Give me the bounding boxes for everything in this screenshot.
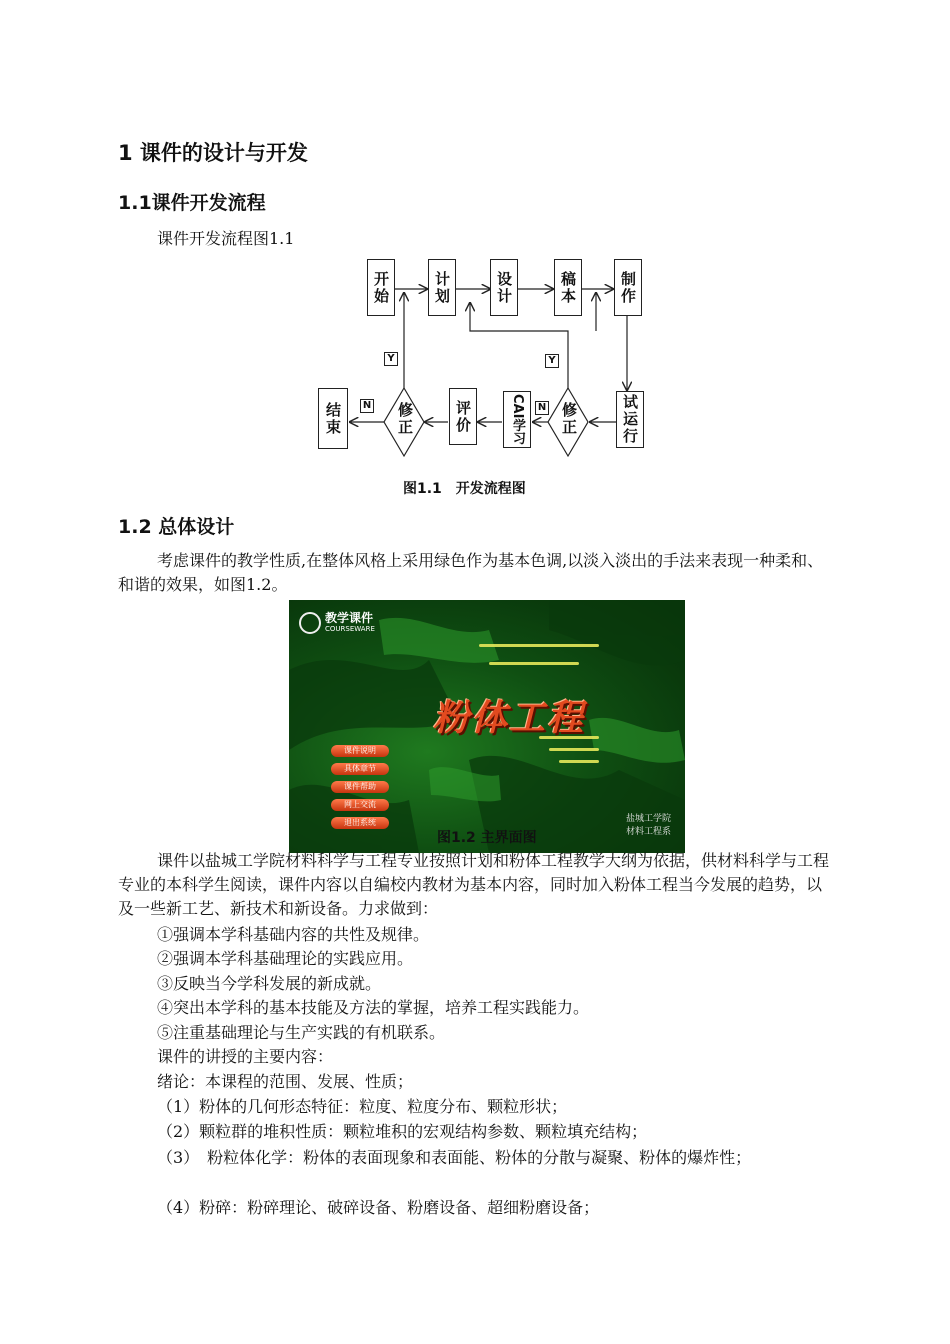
flowchart xyxy=(0,0,950,480)
label-n-left: N xyxy=(360,399,374,413)
menu-button-help[interactable]: 课件帮助 xyxy=(331,781,389,793)
content-paragraph: 课件以盐城工学院材料科学与工程专业按照计划和粉体工程教学大纲为依据，供材料科学与工程专业的本科学生阅读，课件内容以自编校内教材为基本内容，同时加入粉体工程当今发展的趋势，以及一些新工艺、新技术和新设备。力求做到： xyxy=(118,851,830,918)
light-streak xyxy=(559,760,599,763)
decision-revise-2: 修正 xyxy=(396,402,414,436)
flow-intro: 课件开发流程图1.1 xyxy=(157,229,295,248)
content-item: （2）颗粒群的堆积性质：颗粒堆积的宏观结构参数、颗粒填充结构； xyxy=(157,1122,648,1141)
light-streak xyxy=(479,644,599,647)
figure-1-2-caption: 图1.2 主界面图 xyxy=(437,830,537,846)
goal-item: ③反映当今学科发展的新成就。 xyxy=(157,974,382,993)
light-streak xyxy=(549,748,599,751)
node-end: 结束 xyxy=(318,388,348,449)
menu-button-chapters[interactable]: 具体章节 xyxy=(331,763,389,775)
content-item: （1）粉体的几何形态特征：粒度、粒度分布、颗粒形状； xyxy=(157,1097,568,1116)
design-paragraph: 考虑课件的教学性质,在整体风格上采用绿色作为基本色调,以淡入淡出的手法来表现一种柔和、和谐的效果，如图1.2。 xyxy=(118,551,824,594)
footer-department: 材料工程系 xyxy=(626,827,672,837)
main-content-intro: 课件的讲授的主要内容： xyxy=(157,1047,334,1066)
node-make: 制作 xyxy=(614,259,642,316)
courseware-main-screenshot xyxy=(289,600,685,853)
logo-text-en: COURSEWARE xyxy=(325,625,375,633)
node-evaluate: 评价 xyxy=(449,388,477,445)
light-streak xyxy=(489,662,579,665)
content-item: （4）粉碎：粉碎理论、破碎设备、粉磨设备、超细粉磨设备； xyxy=(157,1198,600,1217)
menu-button-description[interactable]: 课件说明 xyxy=(331,745,389,757)
node-trial: 试运行 xyxy=(616,391,644,448)
label-y-left: Y xyxy=(384,352,398,366)
intro-line: 绪论：本课程的范围、发展、性质； xyxy=(157,1072,414,1091)
logo-text-cn: 教学课件 xyxy=(325,611,374,625)
node-design: 设计 xyxy=(490,259,518,316)
label-y-right: Y xyxy=(545,354,559,368)
content-item: （3） 粉粒体化学：粉体的表面现象和表面能、粉体的分散与凝聚、粉体的爆炸性； xyxy=(157,1148,752,1167)
goal-item: ①强调本学科基础内容的共性及规律。 xyxy=(157,925,430,944)
section-1-2-title: 1.2 总体设计 xyxy=(118,516,235,538)
section-1-title: 1 课件的设计与开发 xyxy=(118,141,308,165)
logo-icon xyxy=(299,612,321,634)
courseware-title: 粉体工程 xyxy=(433,698,586,739)
footer-school: 盐城工学院 xyxy=(626,814,672,824)
node-draft: 稿本 xyxy=(554,259,582,316)
node-plan: 计划 xyxy=(428,259,456,316)
label-n-right: N xyxy=(535,401,549,415)
goal-item: ⑤注重基础理论与生产实践的有机联系。 xyxy=(157,1023,446,1042)
goal-item: ④突出本学科的基本技能及方法的掌握，培养工程实践能力。 xyxy=(157,998,590,1017)
figure-1-1-caption: 图1.1 开发流程图 xyxy=(403,481,526,497)
menu-button-online[interactable]: 网上交流 xyxy=(331,799,389,811)
decision-revise-1: 修正 xyxy=(560,402,578,436)
node-cai: CAI学习 xyxy=(503,391,531,448)
section-1-1-title: 1.1课件开发流程 xyxy=(118,192,266,214)
node-start: 开始 xyxy=(367,259,395,316)
menu-button-exit[interactable]: 退出系统 xyxy=(331,817,389,829)
goal-item: ②强调本学科基础理论的实践应用。 xyxy=(157,949,414,968)
